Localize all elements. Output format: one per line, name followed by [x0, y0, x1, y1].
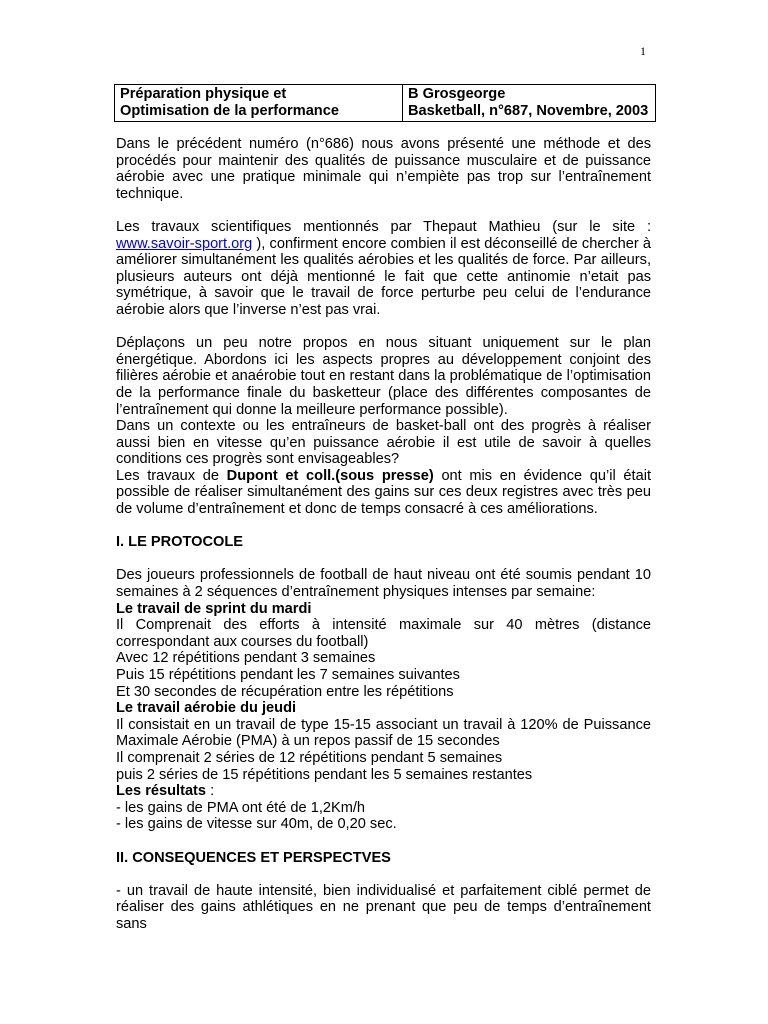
para-dupont [116, 468, 651, 518]
aerobic-line: puis 2 séries de 15 répétitions pendant les 5 semaines restantes [116, 766, 533, 783]
intro-paragraph: Dans le précédent numéro (n°686) nous avons présenté une méthode et des procédés pour maintenir des qualités de puissance musculaire et de puissance aérobie avec une pratique minimale qui n’empiète pas trop sur l’entraînement technique. [116, 136, 651, 202]
header-left-cell [115, 85, 403, 122]
header-title-line1: Préparation physique et [120, 86, 287, 102]
para-context: Dans un contexte ou les entraîneurs de basket-ball ont des progrès à réaliser aussi bien en vitesse qu’en puissance aérobie il est utile de savoir à quelles conditions ces progrès sont envisageables? [116, 418, 651, 468]
results-heading-line [116, 783, 651, 800]
header-author: B Grosgeorge [408, 86, 506, 102]
aerobic-line: Il comprenait 2 séries de 12 répétitions pendant 5 semaines [116, 749, 503, 766]
para-scientific-work [116, 219, 651, 319]
page-number: 1 [640, 44, 646, 58]
document-body [116, 136, 651, 933]
para2-text-after: ), confirment encore combien il est déconseillé de chercher à améliorer simultanément les qualités aérobies et les qualités de force. Par ailleurs, plusieurs auteurs ont déjà mentionné le fait que cette antinomie n’etait pas symétrique, à savoir que le travail de force perturbe peu celui de l’endurance aérobie alors que l’inverse n’est pas vrai. [116, 235, 651, 318]
header-right-cell [403, 85, 656, 122]
savoir-sport-link[interactable]: www.savoir-sport.org [116, 235, 253, 252]
header-table [114, 84, 656, 122]
para2-text-before: Les travaux scientifiques mentionnés par Thepaut Mathieu (sur le site : [116, 218, 651, 235]
aerobic-heading: Le travail aérobie du jeudi [116, 700, 297, 717]
section-consequences-heading: II. CONSEQUENCES ET PERSPECTVES [116, 849, 391, 866]
aerobic-description: Il consistait en un travail de type 15-15 associant un travail à 120% de Puissance Maximale Aérobie (PMA) à un repos passif de 15 secondes [116, 716, 651, 750]
section-protocol-heading: I. LE PROTOCOLE [116, 534, 244, 551]
header-title-line2: Optimisation de la performance [120, 102, 339, 119]
para-energetic: Déplaçons un peu notre propos en nous situant uniquement sur le plan énergétique. Abordons ici les aspects propres au développement conjoint des filières aérobie et anaérobie tout en restant dans la problématique de l’optimisation de la performance finale du basketteur (place des différentes composantes de l’entraînement qui donne la meilleure performance possible). [116, 335, 651, 418]
results-line: - les gains de PMA ont été de 1,2Km/h [116, 799, 366, 816]
para5-text-before: Les travaux de [116, 467, 227, 484]
results-line: - les gains de vitesse sur 40m, de 0,20 sec. [116, 816, 397, 833]
dupont-citation: Dupont et coll.(sous presse) [226, 467, 434, 484]
sprint-line: Puis 15 répétitions pendant les 7 semaines suivantes [116, 667, 460, 683]
para5-text-after: ont mis en évidence qu’il était possible de réaliser simultanément des gains sur ces deux registres avec très peu de volume d’entraînement et donc de temps consacré à ces améliorations. [116, 467, 651, 518]
header-source: Basketball, n°687, Novembre, 2003 [408, 102, 649, 119]
protocol-intro: Des joueurs professionnels de football de haut niveau ont été soumis pendant 10 semaines à 2 séquences d’entraînement physiques intenses par semaine: [116, 567, 651, 601]
results-heading: Les résultats [116, 783, 207, 800]
sprint-line: Et 30 secondes de récupération entre les répétitions [116, 683, 454, 700]
sprint-line: Avec 12 répétitions pendant 3 semaines [116, 650, 376, 667]
results-heading-suffix: : [206, 783, 215, 800]
sprint-heading: Le travail de sprint du mardi [116, 600, 312, 617]
conclusion-paragraph: - un travail de haute intensité, bien individualisé et parfaitement ciblé permet de réaliser des gains athlétiques en ne prenant que peu de temps d’entraînement sans [116, 882, 651, 932]
sprint-description: Il Comprenait des efforts à intensité maximale sur 40 mètres (distance correspondant aux courses du football) [116, 617, 651, 650]
